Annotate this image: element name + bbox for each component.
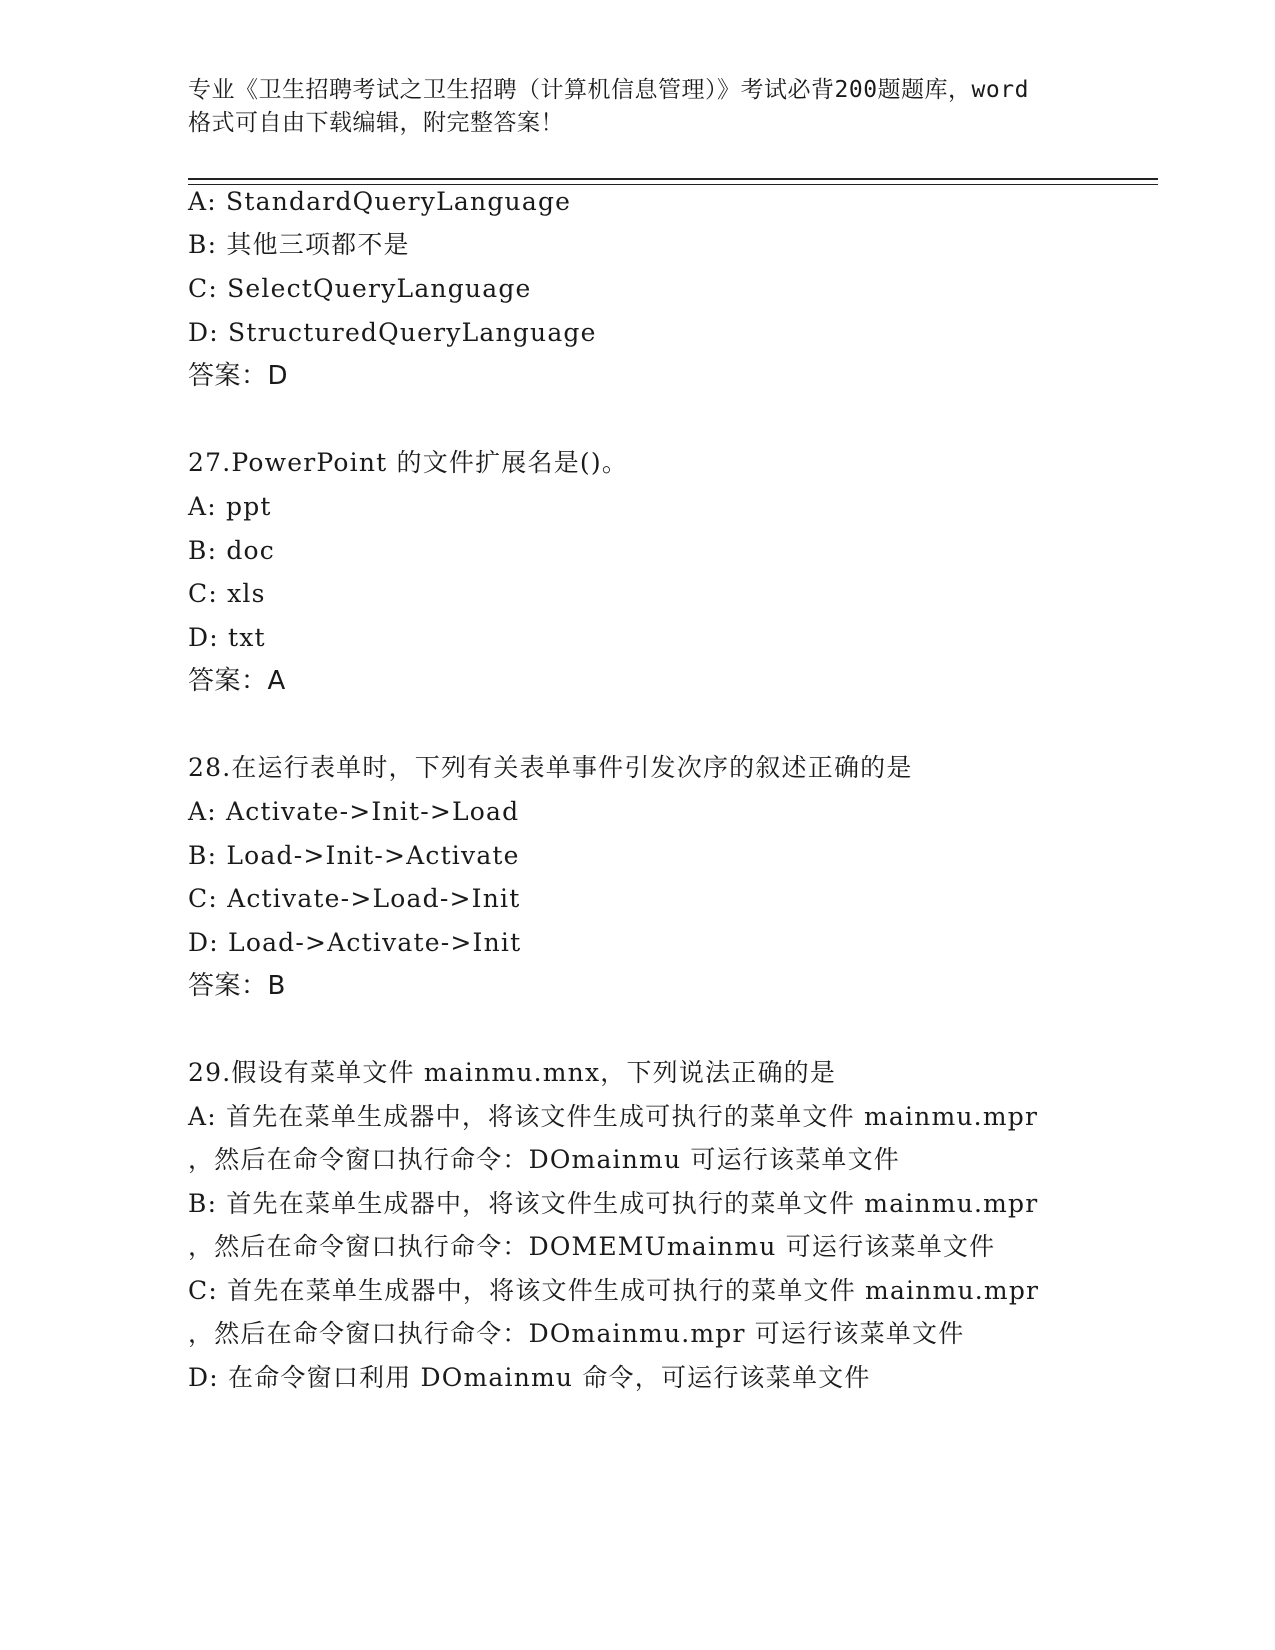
q26-answer: 答案：D	[188, 361, 289, 391]
q26-option-a: A: StandardQueryLanguage	[188, 187, 572, 216]
q27-option-c: C: xls	[188, 579, 266, 608]
q26-option-c: C: SelectQueryLanguage	[188, 274, 532, 303]
q26-option-b: B: 其他三项都不是	[188, 230, 410, 259]
q28-option-c: C: Activate->Load->Init	[188, 884, 521, 913]
q26-option-d: D: StructuredQueryLanguage	[188, 318, 597, 347]
header-line-2: 格式可自由下载编辑，附完整答案！	[188, 110, 564, 136]
header-line-1: 专业《卫生招聘考试之卫生招聘（计算机信息管理）》考试必背200题题库，word	[188, 77, 1029, 103]
q29-option-b-line-1: B: 首先在菜单生成器中，将该文件生成可执行的菜单文件 mainmu.mpr	[188, 1189, 1039, 1218]
q27-option-a: A: ppt	[188, 492, 272, 521]
q28-option-b: B: Load->Init->Activate	[188, 841, 520, 870]
q29-option-a-line-2: ，然后在命令窗口执行命令：DOmainmu 可运行该菜单文件	[188, 1145, 901, 1174]
q27-option-d: D: txt	[188, 623, 266, 652]
q28-answer: 答案：B	[188, 971, 286, 1001]
q29-question: 29.假设有菜单文件 mainmu.mnx，下列说法正确的是	[188, 1058, 837, 1087]
q29-option-d: D: 在命令窗口利用 DOmainmu 命令，可运行该菜单文件	[188, 1363, 871, 1392]
q29-option-c-line-2: ，然后在命令窗口执行命令：DOmainmu.mpr 可运行该菜单文件	[188, 1319, 965, 1348]
q28-option-d: D: Load->Activate->Init	[188, 928, 522, 957]
header-divider	[188, 178, 1158, 185]
q28-question: 28.在运行表单时，下列有关表单事件引发次序的叙述正确的是	[188, 753, 913, 782]
q29-option-b-line-2: ，然后在命令窗口执行命令：DOMEMUmainmu 可运行该菜单文件	[188, 1232, 996, 1261]
q27-option-b: B: doc	[188, 536, 275, 565]
q29-option-a-line-1: A: 首先在菜单生成器中，将该文件生成可执行的菜单文件 mainmu.mpr	[188, 1102, 1039, 1131]
q29-option-c-line-1: C: 首先在菜单生成器中，将该文件生成可执行的菜单文件 mainmu.mpr	[188, 1276, 1040, 1305]
q27-question: 27.PowerPoint 的文件扩展名是()。	[188, 448, 629, 477]
document-header	[188, 74, 1088, 140]
q27-answer: 答案：A	[188, 666, 286, 696]
q28-option-a: A: Activate->Init->Load	[188, 797, 520, 826]
